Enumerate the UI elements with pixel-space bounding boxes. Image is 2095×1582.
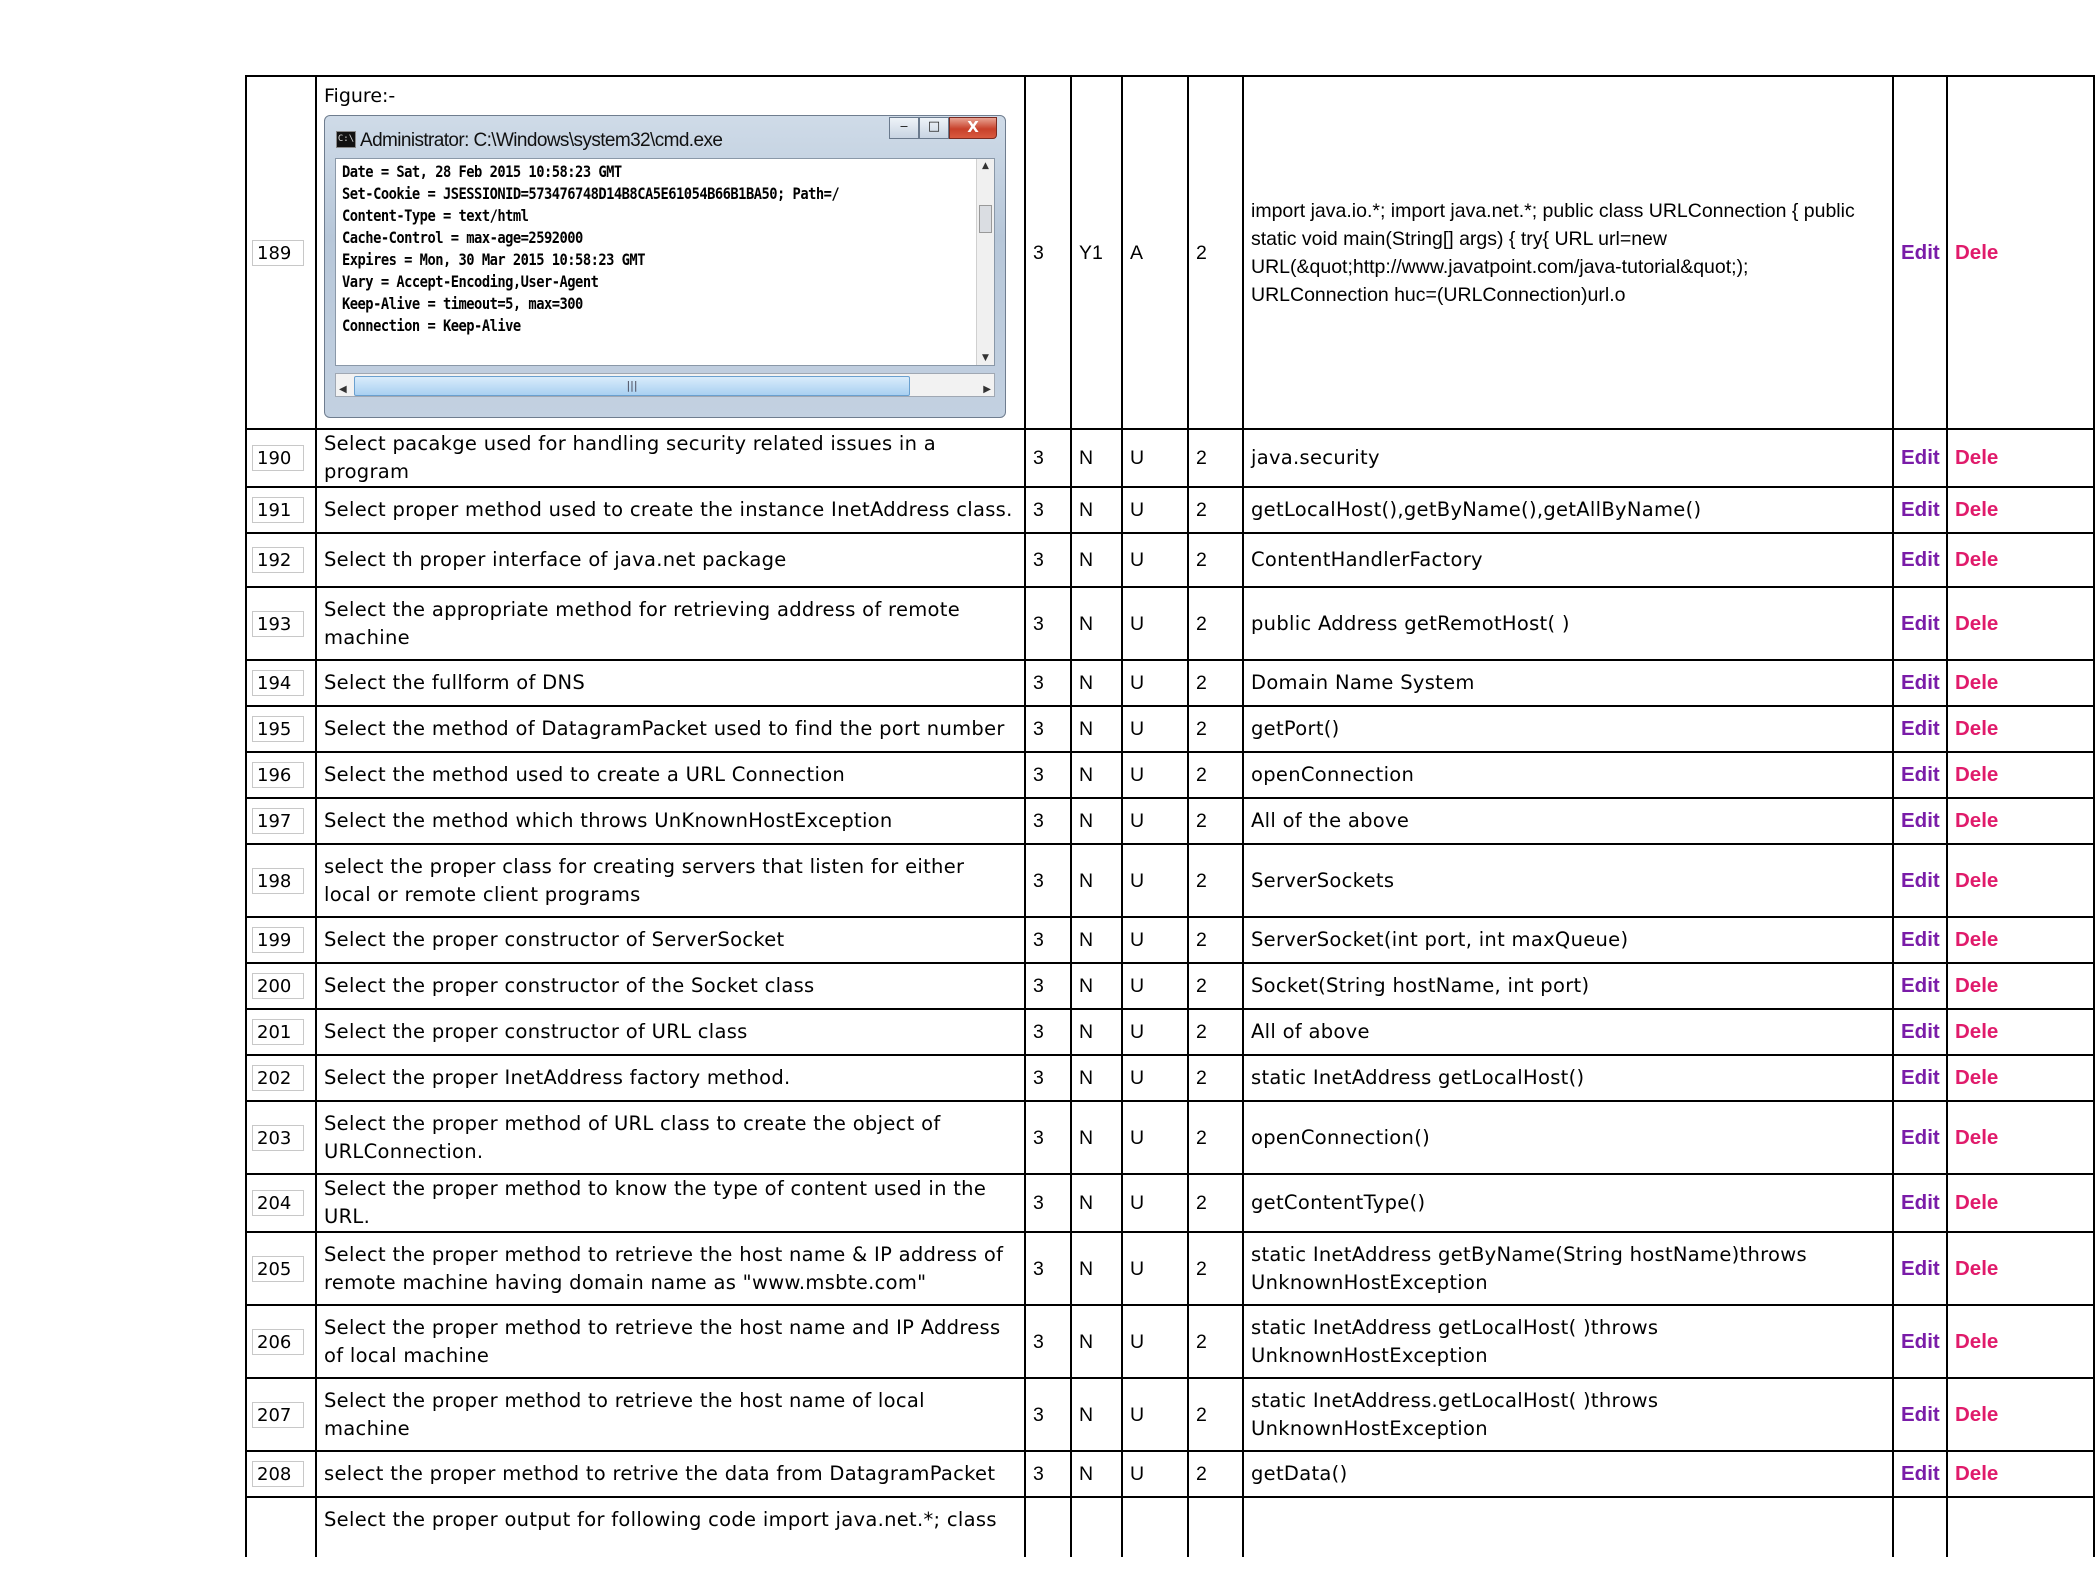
edit-link[interactable]: Edit: [1901, 717, 1940, 740]
edit-link[interactable]: Edit: [1901, 974, 1940, 997]
answer-cell: ServerSocket(int port, int maxQueue): [1243, 917, 1893, 963]
flag-cell: N: [1071, 706, 1122, 752]
answer-cell: getContentType(): [1243, 1174, 1893, 1232]
answer-cell: static InetAddress getByName(String hostName)throws UnknownHostException: [1243, 1232, 1893, 1305]
answer-cell: static InetAddress.getLocalHost( )throws UnknownHostException: [1243, 1378, 1893, 1451]
question-cell: select the proper class for creating servers that listen for either local or remote client programs: [316, 844, 1025, 917]
option-cell: 2: [1188, 429, 1243, 487]
table-row: [246, 1378, 2094, 1451]
delete-link[interactable]: Dele: [1955, 763, 1999, 786]
cmd-window-figure: [324, 115, 1006, 418]
question-cell: Select the proper method to retrieve the host name of local machine: [316, 1378, 1025, 1451]
delete-link[interactable]: Dele: [1955, 928, 1999, 951]
marks-cell: 3: [1025, 1009, 1071, 1055]
edit-link[interactable]: Edit: [1901, 868, 1940, 892]
level-cell: U: [1122, 1055, 1188, 1101]
level-cell: U: [1122, 917, 1188, 963]
marks-cell: 3: [1025, 1451, 1071, 1497]
table-row: [246, 752, 2094, 798]
flag-cell: N: [1071, 963, 1122, 1009]
option-cell: 2: [1188, 1378, 1243, 1451]
answer-cell: [1243, 1497, 1893, 1557]
table-row: [246, 1497, 2094, 1557]
table-row: [246, 844, 2094, 917]
table-row: [246, 429, 2094, 487]
delete-link[interactable]: Dele: [1955, 1191, 1999, 1214]
level-cell: U: [1122, 1378, 1188, 1451]
option-cell: 2: [1188, 917, 1243, 963]
scroll-down-icon: ▼: [982, 353, 989, 363]
table-row: [246, 1055, 2094, 1101]
horizontal-scrollbar: [335, 373, 995, 397]
table-row: [246, 76, 2094, 429]
flag-cell: N: [1071, 660, 1122, 706]
answer-cell: static InetAddress getLocalHost(): [1243, 1055, 1893, 1101]
question-id[interactable]: 192: [252, 547, 304, 573]
option-cell: 2: [1188, 1101, 1243, 1174]
question-cell: Select pacakge used for handling security related issues in a program: [316, 429, 1025, 487]
scroll-up-icon: ▲: [982, 161, 989, 171]
table-row: [246, 1232, 2094, 1305]
level-cell: U: [1122, 1451, 1188, 1497]
table-row: [246, 1009, 2094, 1055]
delete-link[interactable]: Dele: [1955, 1125, 1999, 1149]
questions-table: [245, 75, 2095, 1557]
answer-cell: ContentHandlerFactory: [1243, 533, 1893, 587]
table-row: [246, 963, 2094, 1009]
option-cell: 2: [1188, 660, 1243, 706]
flag-cell: N: [1071, 1174, 1122, 1232]
question-cell: [316, 76, 1025, 429]
close-icon: X: [949, 117, 997, 139]
question-id[interactable]: 200: [252, 973, 304, 999]
question-cell: Select the method of DatagramPacket used to find the port number: [316, 706, 1025, 752]
scroll-left-icon: ◀: [339, 384, 347, 395]
marks-cell: 3: [1025, 533, 1071, 587]
option-cell: 2: [1188, 1232, 1243, 1305]
edit-link[interactable]: Edit: [1901, 498, 1940, 521]
flag-cell: N: [1071, 533, 1122, 587]
delete-cell: [1947, 1497, 2094, 1557]
answer-cell: All of the above: [1243, 798, 1893, 844]
option-cell: 2: [1188, 1174, 1243, 1232]
option-cell: 2: [1188, 487, 1243, 533]
level-cell: U: [1122, 1174, 1188, 1232]
level-cell: U: [1122, 844, 1188, 917]
marks-cell: 3: [1025, 1055, 1071, 1101]
answer-cell: java.security: [1243, 429, 1893, 487]
option-cell: 2: [1188, 1055, 1243, 1101]
edit-link[interactable]: Edit: [1901, 1191, 1940, 1214]
flag-cell: [1071, 1497, 1122, 1557]
edit-link[interactable]: Edit: [1901, 1066, 1940, 1089]
delete-link[interactable]: Dele: [1955, 1020, 1999, 1043]
question-cell: Select proper method used to create the instance InetAddress class.: [316, 487, 1025, 533]
answer-cell: ServerSockets: [1243, 844, 1893, 917]
marks-cell: 3: [1025, 752, 1071, 798]
level-cell: U: [1122, 752, 1188, 798]
question-id[interactable]: 189: [252, 240, 304, 266]
table-row: [246, 1305, 2094, 1378]
option-cell: 2: [1188, 752, 1243, 798]
answer-cell: public Address getRemotHost( ): [1243, 587, 1893, 660]
option-cell: 2: [1188, 706, 1243, 752]
delete-link[interactable]: Dele: [1955, 1402, 1999, 1426]
question-id[interactable]: 201: [252, 1019, 304, 1045]
flag-cell: Y1: [1071, 76, 1122, 429]
answer-cell: import java.io.*; import java.net.*; public class URLConnection { public static void main(String[] args) { try{ URL url=new URL(&quot;http://www.javatpoint.com/java-tutorial&quot;); URLConnection huc=(URLConnection)url.o: [1243, 76, 1893, 429]
question-cell: Select the fullform of DNS: [316, 660, 1025, 706]
cmd-titlebar: [325, 116, 1005, 158]
vertical-scrollbar: [976, 159, 994, 365]
answer-cell: All of above: [1243, 1009, 1893, 1055]
question-id[interactable]: 190: [252, 445, 304, 471]
edit-link[interactable]: Edit: [1901, 1329, 1940, 1353]
figure-label: Figure:-: [324, 85, 396, 107]
table-row: [246, 660, 2094, 706]
option-cell: 2: [1188, 963, 1243, 1009]
flag-cell: N: [1071, 1232, 1122, 1305]
marks-cell: 3: [1025, 660, 1071, 706]
delete-link[interactable]: Dele: [1955, 611, 1999, 635]
marks-cell: 3: [1025, 1232, 1071, 1305]
level-cell: U: [1122, 660, 1188, 706]
delete-link[interactable]: Dele: [1955, 1066, 1999, 1089]
question-cell: Select the proper constructor of URL class: [316, 1009, 1025, 1055]
level-cell: [1122, 1497, 1188, 1557]
delete-link[interactable]: Dele: [1955, 548, 1999, 571]
question-cell: Select the proper method to retrieve the host name & IP address of remote machine having domain name as "www.msbte.com": [316, 1232, 1025, 1305]
flag-cell: N: [1071, 844, 1122, 917]
question-cell: Select the proper method to know the type of content used in the URL.: [316, 1174, 1025, 1232]
flag-cell: N: [1071, 752, 1122, 798]
level-cell: U: [1122, 798, 1188, 844]
flag-cell: N: [1071, 1009, 1122, 1055]
level-cell: U: [1122, 429, 1188, 487]
marks-cell: 3: [1025, 487, 1071, 533]
option-cell: 2: [1188, 798, 1243, 844]
flag-cell: N: [1071, 1451, 1122, 1497]
question-id[interactable]: 195: [252, 716, 304, 742]
option-cell: 2: [1188, 1305, 1243, 1378]
question-cell: Select the proper output for following code import java.net.*; class: [316, 1497, 1025, 1557]
questions-sheet: [245, 75, 1999, 1531]
flag-cell: N: [1071, 1378, 1122, 1451]
edit-link[interactable]: Edit: [1901, 809, 1940, 832]
option-cell: 2: [1188, 587, 1243, 660]
horizontal-scroll-thumb: |||: [354, 376, 910, 396]
option-cell: 2: [1188, 533, 1243, 587]
vertical-scroll-thumb: [979, 205, 992, 233]
marks-cell: 3: [1025, 1305, 1071, 1378]
level-cell: U: [1122, 487, 1188, 533]
level-cell: U: [1122, 1232, 1188, 1305]
level-cell: U: [1122, 1009, 1188, 1055]
option-cell: [1188, 1497, 1243, 1557]
flag-cell: N: [1071, 1305, 1122, 1378]
edit-link[interactable]: Edit: [1901, 611, 1940, 635]
edit-link[interactable]: Edit: [1901, 1256, 1940, 1280]
delete-link[interactable]: Dele: [1955, 1462, 1999, 1485]
marks-cell: 3: [1025, 917, 1071, 963]
edit-link[interactable]: Edit: [1901, 1020, 1940, 1043]
marks-cell: 3: [1025, 706, 1071, 752]
delete-link[interactable]: Dele: [1955, 671, 1999, 694]
question-id-cell: [246, 76, 316, 429]
table-row: [246, 1101, 2094, 1174]
level-cell: U: [1122, 1101, 1188, 1174]
window-controls: [889, 117, 997, 139]
flag-cell: N: [1071, 1101, 1122, 1174]
marks-cell: 3: [1025, 76, 1071, 429]
flag-cell: N: [1071, 429, 1122, 487]
answer-cell: getLocalHost(),getByName(),getAllByName(): [1243, 487, 1893, 533]
table-row: [246, 917, 2094, 963]
question-id[interactable]: 193: [252, 611, 304, 637]
flag-cell: N: [1071, 917, 1122, 963]
question-cell: Select th proper interface of java.net package: [316, 533, 1025, 587]
delete-link[interactable]: Dele: [1955, 974, 1999, 997]
edit-link[interactable]: Edit: [1901, 240, 1940, 264]
table-row: [246, 798, 2094, 844]
edit-link[interactable]: Edit: [1901, 446, 1940, 469]
level-cell: U: [1122, 1305, 1188, 1378]
question-id[interactable]: 203: [252, 1125, 304, 1151]
question-id[interactable]: 204: [252, 1190, 304, 1216]
question-id[interactable]: 199: [252, 927, 304, 953]
flag-cell: N: [1071, 1055, 1122, 1101]
question-id[interactable]: 194: [252, 670, 304, 696]
marks-cell: 3: [1025, 963, 1071, 1009]
delete-link[interactable]: Dele: [1955, 446, 1999, 469]
question-id[interactable]: 202: [252, 1065, 304, 1091]
level-cell: U: [1122, 706, 1188, 752]
maximize-icon: □: [919, 117, 949, 139]
delete-link[interactable]: Dele: [1955, 809, 1999, 832]
edit-link[interactable]: Edit: [1901, 1462, 1940, 1485]
question-id[interactable]: 198: [252, 868, 304, 894]
question-cell: Select the appropriate method for retrieving address of remote machine: [316, 587, 1025, 660]
cmd-icon: C:\: [336, 131, 356, 148]
answer-cell: getData(): [1243, 1451, 1893, 1497]
delete-link[interactable]: Dele: [1955, 240, 1999, 264]
question-cell: Select the proper method of URL class to create the object of URLConnection.: [316, 1101, 1025, 1174]
marks-cell: 3: [1025, 798, 1071, 844]
marks-cell: 3: [1025, 587, 1071, 660]
question-cell: Select the method used to create a URL Connection: [316, 752, 1025, 798]
edit-link[interactable]: Edit: [1901, 763, 1940, 786]
table-row: [246, 1451, 2094, 1497]
question-id[interactable]: 206: [252, 1329, 304, 1355]
flag-cell: N: [1071, 587, 1122, 660]
edit-link[interactable]: Edit: [1901, 548, 1940, 571]
marks-cell: 3: [1025, 1101, 1071, 1174]
cmd-console: [335, 158, 995, 366]
cmd-window-title: Administrator: C:\Windows\system32\cmd.exe: [360, 130, 723, 151]
question-id[interactable]: 208: [252, 1461, 304, 1487]
edit-link[interactable]: Edit: [1901, 671, 1940, 694]
option-cell: 2: [1188, 844, 1243, 917]
question-cell: Select the proper constructor of ServerSocket: [316, 917, 1025, 963]
delete-link[interactable]: Dele: [1955, 1329, 1999, 1353]
delete-link[interactable]: Dele: [1955, 498, 1999, 521]
question-cell: Select the proper method to retrieve the host name and IP Address of local machine: [316, 1305, 1025, 1378]
table-row: [246, 587, 2094, 660]
table-row: [246, 1174, 2094, 1232]
marks-cell: 3: [1025, 844, 1071, 917]
answer-cell: Socket(String hostName, int port): [1243, 963, 1893, 1009]
option-cell: 2: [1188, 1009, 1243, 1055]
minimize-icon: ‒: [889, 117, 919, 139]
level-cell: U: [1122, 963, 1188, 1009]
marks-cell: 3: [1025, 1174, 1071, 1232]
marks-cell: [1025, 1497, 1071, 1557]
answer-cell: openConnection: [1243, 752, 1893, 798]
question-cell: Select the proper InetAddress factory method.: [316, 1055, 1025, 1101]
question-cell: select the proper method to retrive the data from DatagramPacket: [316, 1451, 1025, 1497]
table-row: [246, 706, 2094, 752]
scroll-right-icon: ▶: [983, 384, 991, 395]
table-row: [246, 487, 2094, 533]
cmd-output: Date = Sat, 28 Feb 2015 10:58:23 GMT Set-Cookie = JSESSIONID=573476748D14B8CA5E61054B66B1BA50; Path=/ Content-Type = text/html Cache-Control = max-age=2592000 Expires = Mon, 30 Mar 2015 10:58:23 GMT Vary = Accept-Encoding,User-Agent Keep-Alive = timeout=5, max=300 Connection = Keep-Alive: [342, 162, 840, 335]
marks-cell: 3: [1025, 429, 1071, 487]
question-id[interactable]: 205: [252, 1256, 304, 1282]
edit-cell: [1893, 1497, 1947, 1557]
answer-cell: static InetAddress getLocalHost( )throws UnknownHostException: [1243, 1305, 1893, 1378]
option-cell: 2: [1188, 1451, 1243, 1497]
question-cell: Select the method which throws UnKnownHostException: [316, 798, 1025, 844]
answer-cell: Domain Name System: [1243, 660, 1893, 706]
question-cell: Select the proper constructor of the Socket class: [316, 963, 1025, 1009]
marks-cell: 3: [1025, 1378, 1071, 1451]
flag-cell: N: [1071, 487, 1122, 533]
edit-link[interactable]: Edit: [1901, 1402, 1940, 1426]
table-row: [246, 533, 2094, 587]
question-id[interactable]: 196: [252, 762, 304, 788]
delete-link[interactable]: Dele: [1955, 868, 1999, 892]
level-cell: U: [1122, 533, 1188, 587]
question-id[interactable]: 207: [252, 1402, 304, 1428]
edit-link[interactable]: Edit: [1901, 928, 1940, 951]
question-id[interactable]: 191: [252, 497, 304, 523]
answer-cell: openConnection(): [1243, 1101, 1893, 1174]
option-cell: 2: [1188, 76, 1243, 429]
edit-link[interactable]: Edit: [1901, 1125, 1940, 1149]
answer-cell: getPort(): [1243, 706, 1893, 752]
delete-link[interactable]: Dele: [1955, 1256, 1999, 1280]
question-id[interactable]: 197: [252, 808, 304, 834]
question-id-cell: [246, 1497, 316, 1557]
delete-link[interactable]: Dele: [1955, 717, 1999, 740]
level-cell: A: [1122, 76, 1188, 429]
level-cell: U: [1122, 587, 1188, 660]
flag-cell: N: [1071, 798, 1122, 844]
